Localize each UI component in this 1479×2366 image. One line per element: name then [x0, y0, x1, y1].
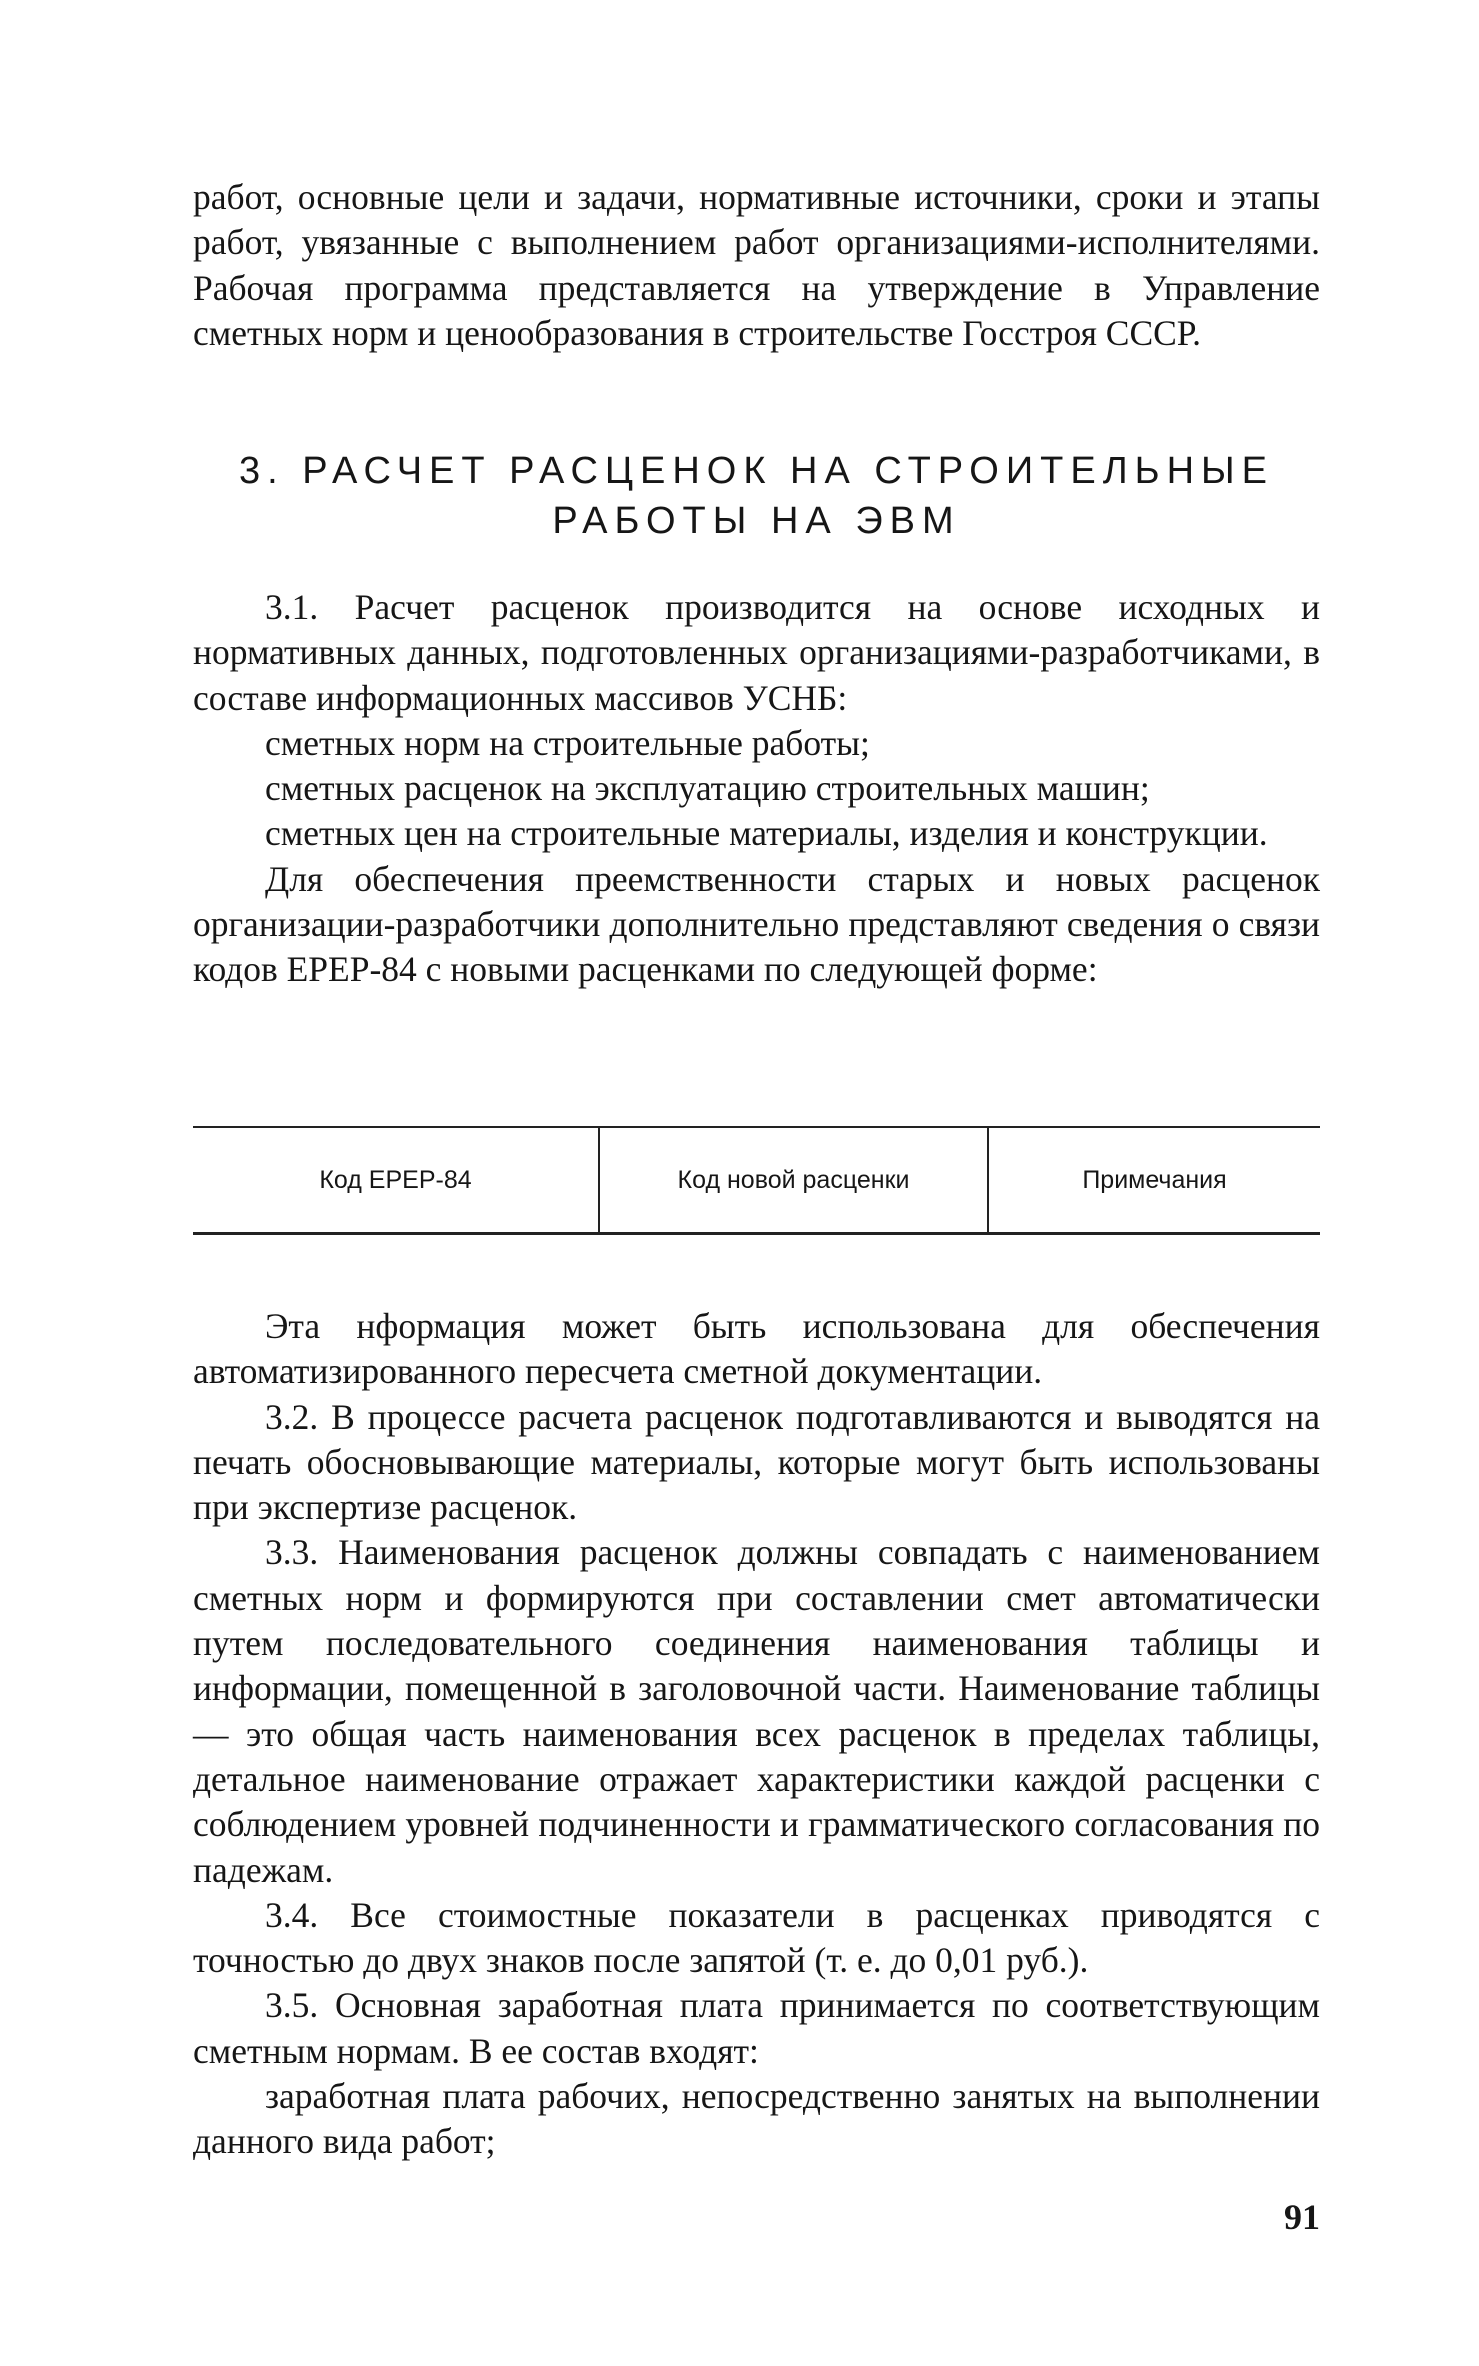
list-item-norms: сметных норм на строительные работы;	[265, 722, 870, 763]
paragraph-3-5: 3.5. Основная заработная плата принимается по соответствующим сметным нормам. В ее состав входят:	[193, 1985, 1320, 2071]
list-item-wages: заработная плата рабочих, непосредственно занятых на выполнении данного вида работ;	[193, 2076, 1320, 2162]
text-block-intro	[193, 175, 1320, 356]
paragraph-3-3: 3.3. Наименования расценок должны совпадать с наименованием сметных норм и формируются при составлении смет автоматически путем последовательного соединения наименования таблицы и информации, помещенной в заголовочной части. Наименование таблицы — это общая часть наименования всех расценок в пределах таблицы, детальное наименование отражает характеристики каждой расценки с соблюдением уровней подчиненности и грамматического согласования по падежам.	[193, 1532, 1320, 1890]
code-mapping-form-table	[193, 1126, 1320, 1235]
paragraph-3-2: 3.2. В процессе расчета расценок подготавливаются и выводятся на печать обосновывающие материалы, которые могут быть использованы при экспертизе расценок.	[193, 1396, 1320, 1528]
text-block-after-table	[193, 1304, 1320, 2165]
table-header-cell-notes: Примечания	[988, 1127, 1320, 1234]
table-header-cell-erer-code: Код ЕРЕР-84	[319, 1165, 472, 1194]
intro-paragraph: работ, основные цели и задачи, нормативные источники, сроки и этапы работ, увязанные с выполнением работ организациями-исполнителями. Рабочая программа представляется на утверждение в Управление сметных норм и ценообразования в строительстве Госстроя СССР.	[193, 177, 1320, 353]
section-heading-line-1: 3. РАСЧЕТ РАСЦЕНОК НА СТРОИТЕЛЬНЫЕ	[238, 450, 1275, 492]
text-block-before-table	[193, 585, 1320, 993]
paragraph-information-use: Эта нформация может быть использована для обеспечения автоматизированного пересчета сметной документации.	[193, 1306, 1320, 1392]
page-number: 91	[1284, 2197, 1320, 2237]
paragraph-3-1: 3.1. Расчет расценок производится на основе исходных и нормативных данных, подготовленных организациями-разработчиками, в составе информационных массивов УСНБ:	[193, 587, 1320, 718]
paragraph-3-4: 3.4. Все стоимостные показатели в расценках приводятся с точностью до двух знаков после запятой (т. е. до 0,01 руб.).	[193, 1894, 1320, 1981]
table-header-row	[193, 1127, 1320, 1234]
list-item-machines: сметных расценок на эксплуатацию строительных машин;	[265, 768, 1150, 809]
paragraph-continuity: Для обеспечения преемственности старых и новых расценок организации-разработчики дополнительно представляют сведения о связи кодов ЕРЕР-84 с новыми расценками по следующей форме:	[193, 858, 1320, 990]
list-item-materials: сметных цен на строительные материалы, изделия и конструкции.	[265, 813, 1268, 854]
section-heading-line-2: РАБОТЫ НА ЭВМ	[552, 500, 961, 542]
table-header-cell-new-code: Код новой расценки	[599, 1127, 988, 1234]
